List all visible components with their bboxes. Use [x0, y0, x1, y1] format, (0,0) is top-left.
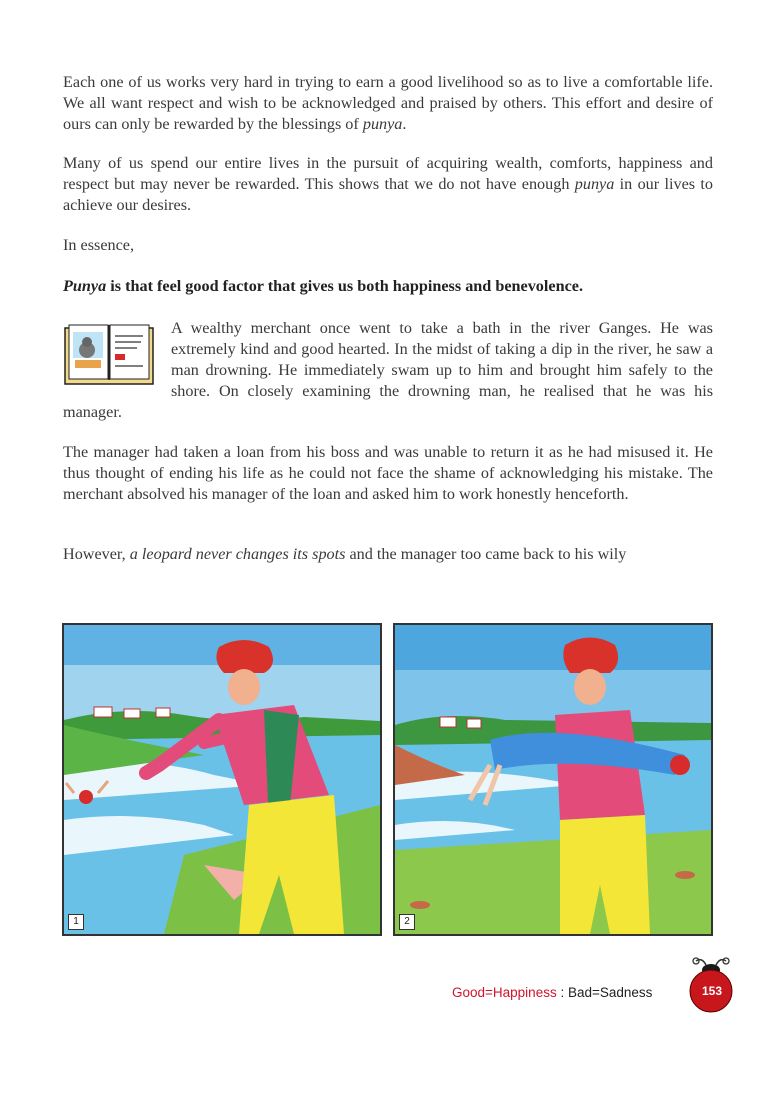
paragraph-pursuit-text: Many of us spend our entire lives in the pursuit of acquiring wealth, comforts, happiness and respect but may never be rewarded. This shows that we do not have enough: [63, 154, 713, 193]
paragraph-intro-text: Each one of us works very hard in trying to earn a good livelihood so as to live a comfortable life. We all want respect and wish to be acknowledged and praised by others. This effort and desire of ours can only be rewarded by the blessings of: [63, 73, 713, 133]
footer-separator: :: [556, 985, 568, 1000]
merchant-carries-manager-illustration: [395, 625, 711, 934]
term-punya: punya: [362, 115, 403, 133]
footer-good: Good=Happiness: [452, 985, 557, 1000]
term-punya: punya: [574, 175, 615, 193]
paragraph-in-essence: In essence,: [63, 236, 135, 254]
paragraph-intro: [63, 72, 713, 135]
story-text: A wealthy merchant once went to take a bath in the river Ganges. He was extremely kind and good hearted. In the midst of taking a dip in the river, he saw a man drowning. He immediately swam up to him and brought him safely to the shore. On closely examining the drowning man, he realised that he was his manager.: [63, 319, 713, 421]
idiom-leopard: a leopard never changes its spots: [129, 545, 346, 563]
footer-bad: Bad=Sadness: [567, 985, 653, 1000]
illustration-panel-1: [62, 623, 382, 936]
punya-definition-text: is that feel good factor that gives us both happiness and benevolence.: [106, 277, 583, 295]
panel-number: 2: [399, 914, 415, 930]
paragraph-leopard-text: However,: [63, 545, 130, 563]
punya-definition: [63, 276, 713, 297]
page-number: 153: [701, 984, 723, 998]
paragraph-pursuit: [63, 153, 713, 216]
panel-number: 1: [68, 914, 84, 930]
merchant-sees-drowning-illustration: [64, 625, 380, 934]
paragraph-loan: The manager had taken a loan from his boss and was unable to return it as he had misused it. He thus thought of ending his life as he could not face the shame of acknowledging his mistake. The merchant absolved his manager of the loan and asked him to work honestly henceforth.: [63, 443, 713, 503]
story-paragraph: [63, 318, 713, 423]
paragraph-leopard: [63, 544, 713, 565]
term-punya: Punya: [63, 277, 107, 295]
illustration-panel-2: [393, 623, 713, 936]
paragraph-leopard-end: and the manager too came back to his wily: [345, 545, 627, 563]
footer-motto: [452, 985, 652, 1000]
paragraph-pursuit-end: in our lives to achieve our desires.: [63, 175, 713, 214]
paragraph-intro-end: .: [402, 115, 407, 133]
open-book-icon: [63, 322, 155, 386]
